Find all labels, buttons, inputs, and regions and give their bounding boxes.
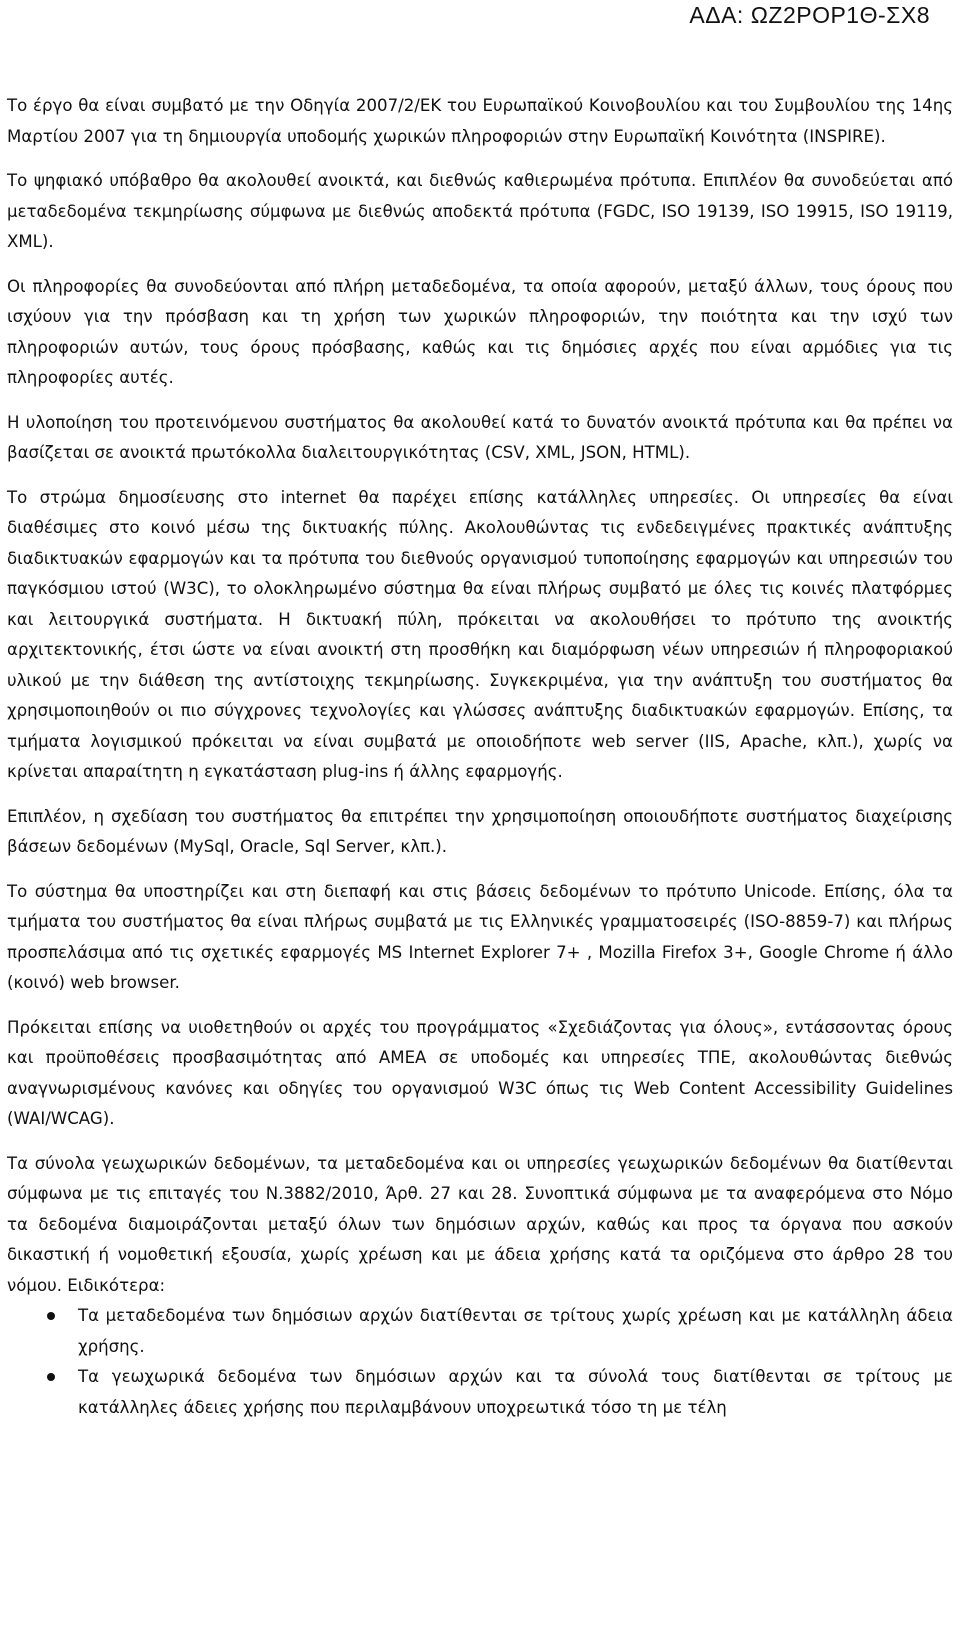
paragraph-database: Επιπλέον, η σχεδίαση του συστήματος θα επιτρέπει την χρησιμοποίηση οποιουδήποτε συστήματος διαχείρισης βάσεων δεδομένων (MySql, Oracle, Sql Server, κλπ.).: [7, 806, 953, 856]
paragraph-inspire: Το έργο θα είναι συμβατό με την Οδηγία 2007/2/ΕΚ του Ευρωπαϊκού Κοινοβουλίου και του Συμβουλίου της 14ης Μαρτίου 2007 για τη δημιουργία υποδομής χωρικών πληροφοριών στην Ευρωπαϊκή Κοινότητα (INSPIRE).: [7, 96, 953, 146]
list-item: [7, 1301, 953, 1362]
paragraph-data-sharing: Τα σύνολα γεωχωρικών δεδομένων, τα μεταδεδομένα και οι υπηρεσίες γεωχωρικών δεδομένων θα διατίθενται σύμφωνα με τις επιταγές του Ν.3882/2010, Άρθ. 27 και 28. Συνοπτικά σύμφωνα με τα αναφερόμενα στο Νόμο τα δεδομένα διαμοιράζονται μεταξύ όλων των δημόσιων αρχών, καθώς και προς τα όργανα που ασκούν δικαστική ή νομοθετική εξουσία, χωρίς χρέωση και με άδεια χρήσης κατά τα οριζόμενα στο άρθρο 28 του νόμου. Ειδικότερα:: [7, 1153, 953, 1295]
paragraph-standards: Το ψηφιακό υπόβαθρο θα ακολουθεί ανοικτά, και διεθνώς καθιερωμένα πρότυπα. Επιπλέον θα συνοδεύεται από μεταδεδομένα τεκμηρίωσης σύμφωνα με διεθνώς αποδεκτά πρότυπα (FGDC, ISO 19139, ISO 19915, ISO 19119, XML).: [7, 171, 953, 251]
document-body: [7, 91, 953, 1423]
list-item-text: Τα μεταδεδομένα των δημόσιων αρχών διατίθενται σε τρίτους χωρίς χρέωση και με κατάλληλη άδεια χρήσης.: [78, 1306, 953, 1356]
list-item: [7, 1362, 953, 1423]
paragraph-publication-layer: Το στρώμα δημοσίευσης στο internet θα παρέχει επίσης κατάλληλες υπηρεσίες. Οι υπηρεσίες θα είναι διαθέσιμες στο κοινό μέσω της δικτυακής πύλης. Ακολουθώντας τις ενδεδειγμένες πρακτικές ανάπτυξης διαδικτυακών εφαρμογών και τα πρότυπα του διεθνούς οργανισμού τυποποίησης εφαρμογών και υπηρεσιών του παγκόσμιου ιστού (W3C), το ολοκληρωμένο σύστημα θα είναι πλήρως συμβατό με όλες τις κοινές πλατφόρμες και λειτουργικά συστήματα. Η δικτυακή πύλη, πρόκειται να ακολουθήσει το πρότυπο της ανοικτής αρχιτεκτονικής, έτσι ώστε να είναι ανοικτή στη προσθήκη και διαμόρφωση νέων υπηρεσιών ή πληροφοριακού υλικού με την διάθεση της αντίστοιχης τεκμηρίωσης. Συγκεκριμένα, για την ανάπτυξη του συστήματος θα χρησιμοποιηθούν οι πιο σύγχρονες τεχνολογίες και γλώσσες ανάπτυξης διαδικτυακών εφαρμογών. Επίσης, τα τμήματα λογισμικού πρόκειται να είναι συμβατά με οποιοδήποτε web server (IIS, Apache, κλπ.), χωρίς να κρίνεται απαραίτητη η εγκατάσταση plug-ins ή άλλης εφαρμογής.: [7, 487, 953, 781]
document-code: ΑΔΑ: ΩΖ2ΡΟΡ1Θ-ΣΧ8: [689, 2, 930, 28]
list-item-text: Τα γεωχωρικά δεδομένα των δημόσιων αρχών και τα σύνολά τους διατίθενται σε τρίτους με κατάλληλες άδειες χρήσης που περιλαμβάνουν υποχρεωτικά τόσο τη με τέλη: [78, 1367, 953, 1417]
bullet-icon: [47, 1373, 55, 1381]
paragraph-unicode: Το σύστημα θα υποστηρίζει και στη διεπαφή και στις βάσεις δεδομένων το πρότυπο Unicode. Επίσης, όλα τα τμήματα του συστήματος θα είναι πλήρως συμβατά με τις Ελληνικές γραμματοσειρές (ISO-8859-7) και πλήρως προσπελάσιμα από τις σχετικές εφαρμογές MS Internet Explorer 7+ , Mozilla Firefox 3+, Google Chrome ή άλλο (κοινό) web browser.: [7, 881, 953, 992]
paragraph-accessibility: Πρόκειται επίσης να υιοθετηθούν οι αρχές του προγράμματος «Σχεδιάζοντας για όλους», εντάσσοντας όρους και προϋποθέσεις προσβασιμότητας από ΑΜΕΑ σε υποδομές και υπηρεσίες ΤΠΕ, ακολουθώντας διεθνώς αναγνωρισμένους κανόνες και οδηγίες του οργανισμού W3C όπως τις Web Content Accessibility Guidelines (WAI/WCAG).: [7, 1017, 953, 1128]
paragraph-implementation: Η υλοποίηση του προτεινόμενου συστήματος θα ακολουθεί κατά το δυνατόν ανοικτά πρότυπα και θα πρέπει να βασίζεται σε ανοικτά πρωτόκολλα διαλειτουργικότητας (CSV, XML, JSON, HTML).: [7, 412, 953, 462]
bullet-icon: [47, 1312, 55, 1320]
paragraph-metadata: Οι πληροφορίες θα συνοδεύονται από πλήρη μεταδεδομένα, τα οποία αφορούν, μεταξύ άλλων, τους όρους που ισχύουν για την πρόσβαση και τη χρήση των χωρικών πληροφοριών, την ποιότητα και την ισχύ των πληροφοριών αυτών, τους όρους πρόσβασης, καθώς και τις δημόσιες αρχές που είναι αρμόδιες για τις πληροφορίες αυτές.: [7, 276, 953, 387]
bullet-list: [7, 1301, 953, 1423]
